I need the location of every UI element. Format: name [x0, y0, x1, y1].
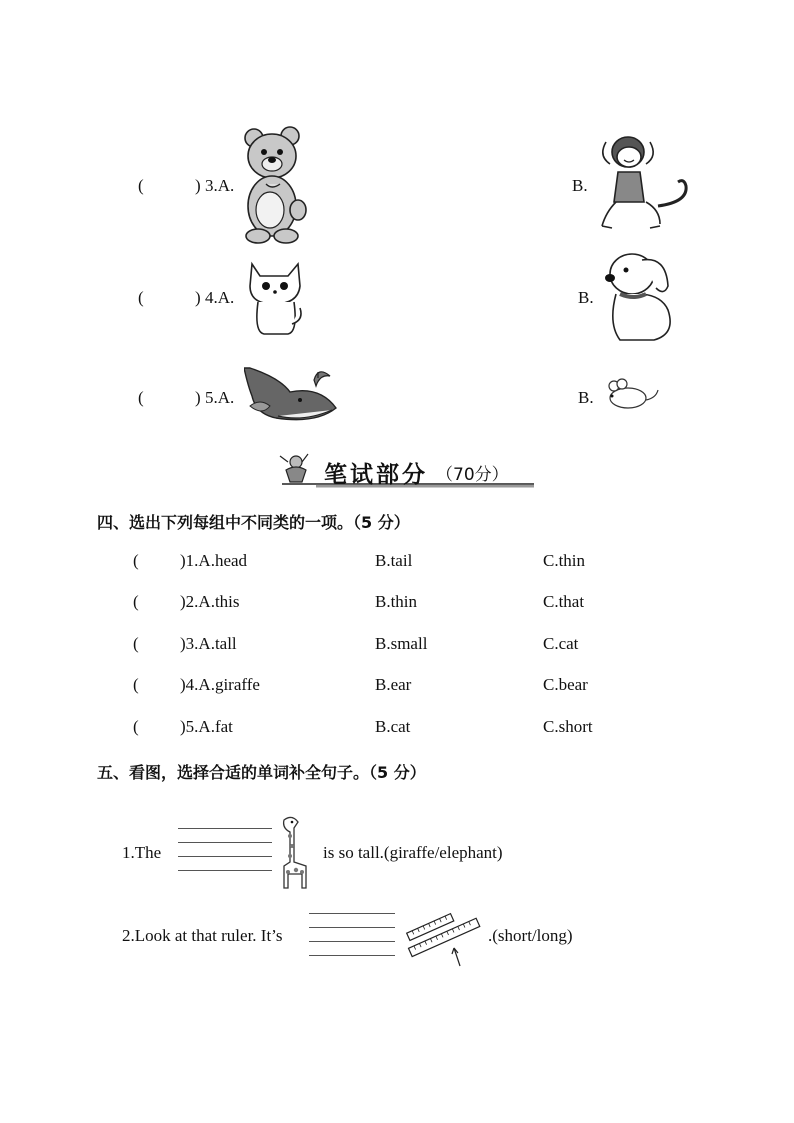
section-5-title: 五、看图，选择合适的单词补全句子。（5 分） — [97, 763, 426, 782]
s4-row-2-option-c: C.that — [543, 592, 585, 611]
s5-item-1-writing-lines[interactable] — [178, 828, 272, 884]
cat-picture — [246, 258, 304, 338]
section-4-title: 四、选出下列每组中不同类的一项。（5 分） — [97, 513, 410, 532]
s4-row-3-option-b: B.small — [375, 634, 428, 653]
item-4-label: 4.A. — [205, 288, 235, 307]
s4-row-5-option-a: )5.A.fat — [180, 717, 233, 736]
s4-row-5-option-c: C.short — [543, 717, 593, 736]
written-part-title: 笔试部分 — [324, 462, 428, 488]
s4-row-4-option-c: C.bear — [543, 675, 588, 694]
s4-row-3-option-c: C.cat — [543, 634, 579, 653]
whale-picture — [244, 360, 340, 432]
s4-row-5-option-b: B.cat — [375, 717, 411, 736]
s4-row-4-option-b: B.ear — [375, 675, 412, 694]
giraffe-picture — [276, 814, 312, 890]
s4-row-2-option-a: )2.A.this — [180, 592, 240, 611]
written-part-score: （70分） — [436, 465, 509, 485]
s4-row-1-paren: ( — [133, 551, 139, 570]
s4-row-1-option-b: B.tail — [375, 551, 413, 570]
s5-item-2-writing-lines[interactable] — [309, 913, 395, 969]
s5-item-1-prefix: 1.The — [122, 843, 162, 862]
s4-row-1-option-c: C.thin — [543, 551, 586, 570]
answer-paren-close-5: ) — [195, 388, 201, 407]
s5-item-2-suffix: .(short/long) — [488, 926, 573, 945]
mouse-picture — [598, 378, 660, 414]
answer-paren-open-3: ( — [138, 176, 144, 195]
answer-paren-open-4: ( — [138, 288, 144, 307]
answer-paren-close-3: ) — [195, 176, 201, 195]
s4-row-3-option-a: )3.A.tall — [180, 634, 237, 653]
rulers-picture — [402, 904, 484, 968]
item-4-option-b: B. — [578, 288, 594, 307]
s4-row-2-option-b: B.thin — [375, 592, 418, 611]
item-5-option-b: B. — [578, 388, 594, 407]
item-5-label: 5.A. — [205, 388, 235, 407]
s4-row-4-paren: ( — [133, 675, 139, 694]
dog-picture — [602, 250, 678, 346]
s4-row-2-paren: ( — [133, 592, 139, 611]
s5-item-1-suffix: is so tall.(giraffe/elephant) — [323, 843, 503, 862]
item-3-option-b: B. — [572, 176, 588, 195]
answer-paren-close-4: ) — [195, 288, 201, 307]
s4-row-5-paren: ( — [133, 717, 139, 736]
s5-item-2-prefix: 2.Look at that ruler. It’s — [122, 926, 283, 945]
bear-picture — [240, 126, 308, 244]
s4-row-3-paren: ( — [133, 634, 139, 653]
item-3-label: 3.A. — [205, 176, 235, 195]
s4-row-4-option-a: )4.A.giraffe — [180, 675, 260, 694]
s4-row-1-option-a: )1.A.head — [180, 551, 248, 570]
monkey-picture — [598, 132, 690, 240]
answer-paren-open-5: ( — [138, 388, 144, 407]
